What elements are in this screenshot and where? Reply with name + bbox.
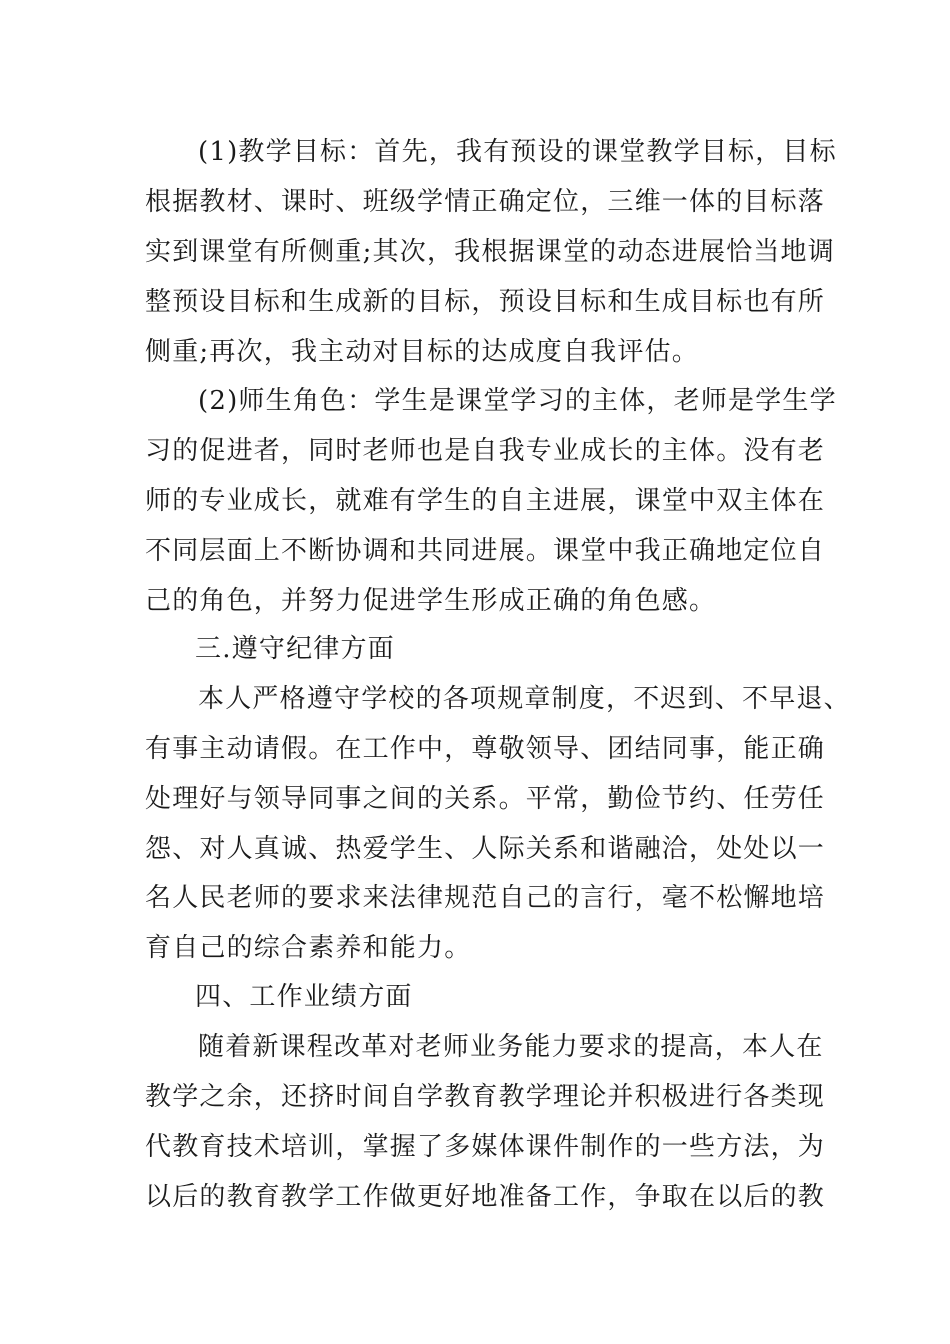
section-heading-discipline: 三.遵守纪律方面 xyxy=(195,634,395,664)
paragraph-discipline-line-3: 处理好与领导同事之间的关系。平常，勤俭节约、任劳任 xyxy=(145,784,826,814)
paragraph-achievements-line-3: 代教育技术培训，掌握了多媒体课件制作的一些方法，为 xyxy=(145,1132,826,1162)
section-heading-achievements: 四、工作业绩方面 xyxy=(195,982,413,1012)
paragraph-roles-line-5: 己的角色，并努力促进学生形成正确的角色感。 xyxy=(145,586,717,616)
paragraph-roles-line-4: 不同层面上不断协调和共同进展。课堂中我正确地定位自 xyxy=(145,536,826,566)
paragraph-teaching-goals-line-5: 侧重;再次，我主动对目标的达成度自我评估。 xyxy=(145,337,699,367)
paragraph-achievements-line-4: 以后的教育教学工作做更好地准备工作，争取在以后的教 xyxy=(145,1182,826,1212)
paragraph-discipline-line-4: 怨、对人真诚、热爱学生、人际关系和谐融洽，处处以一 xyxy=(145,834,826,864)
paragraph-discipline-line-5: 名人民老师的要求来法律规范自己的言行，毫不松懈地培 xyxy=(145,883,826,913)
paragraph-teaching-goals-line-4: 整预设目标和生成新的目标，预设目标和生成目标也有所 xyxy=(145,287,826,317)
paragraph-roles-line-3: 师的专业成长，就难有学生的自主进展，课堂中双主体在 xyxy=(145,486,826,516)
paragraph-discipline-line-6: 育自己的综合素养和能力。 xyxy=(145,933,472,963)
paragraph-roles-line-2: 习的促进者，同时老师也是自我专业成长的主体。没有老 xyxy=(145,436,826,466)
paragraph-achievements-line-1: 随着新课程改革对老师业务能力要求的提高，本人在 xyxy=(198,1032,824,1062)
paragraph-teaching-goals-line-3: 实到课堂有所侧重;其次，我根据课堂的动态进展恰当地调 xyxy=(145,237,835,267)
paragraph-roles-line-1: (2)师生角色：学生是课堂学习的主体，老师是学生学 xyxy=(198,386,837,416)
paragraph-achievements-line-2: 教学之余，还挤时间自学教育教学理论并积极进行各类现 xyxy=(145,1082,826,1112)
paragraph-teaching-goals-line-1: (1)教学目标：首先，我有预设的课堂教学目标，目标 xyxy=(198,137,837,167)
paragraph-discipline-line-2: 有事主动请假。在工作中，尊敬领导、团结同事，能正确 xyxy=(145,734,826,764)
paragraph-teaching-goals-line-2: 根据教材、课时、班级学情正确定位，三维一体的目标落 xyxy=(145,187,826,217)
paragraph-discipline-line-1: 本人严格遵守学校的各项规章制度，不迟到、不早退、 xyxy=(198,684,851,714)
